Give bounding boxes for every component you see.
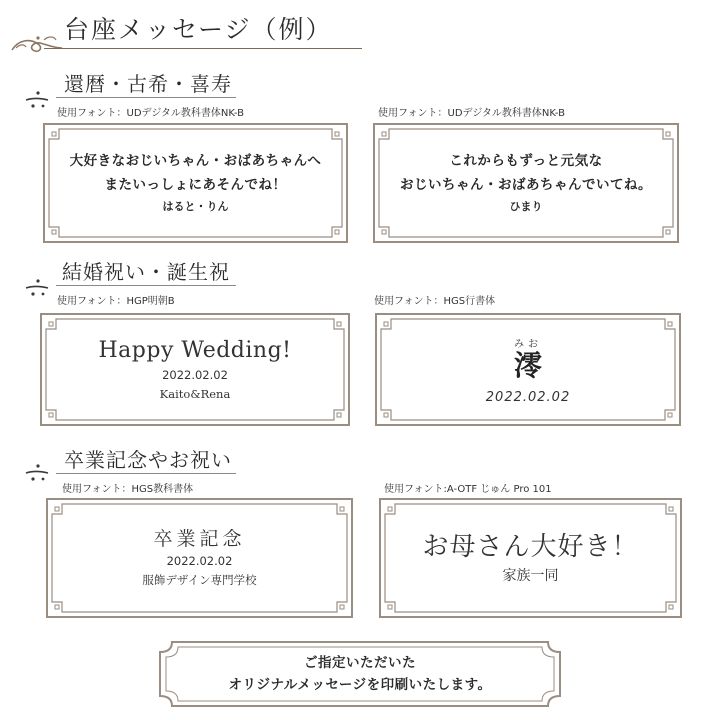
- signature: ひまり: [509, 200, 543, 213]
- signature: 家族一同: [502, 568, 559, 584]
- message-line: おじいちゃん・おばあちゃんでいてね。: [400, 177, 652, 193]
- date-text: 2022.02.02: [485, 389, 571, 405]
- message-line: これからもずっと元気な: [449, 153, 603, 169]
- font-label: 使用フォント:A-OTF じゅん Pro 101: [384, 484, 552, 495]
- section-underline: [56, 285, 236, 286]
- sparkle-icon: [22, 84, 52, 110]
- section-underline: [56, 473, 236, 474]
- font-label: 使用フォント：HGS教科書体: [62, 484, 194, 495]
- plaque-mother: [379, 498, 682, 618]
- plaque-graduation: [46, 498, 353, 618]
- date-text: 2022.02.02: [166, 554, 233, 568]
- names-text: Kaito&Rena: [159, 386, 231, 401]
- signature: はると・りん: [162, 200, 229, 213]
- font-label: 使用フォント：HGP明朝B: [57, 296, 175, 307]
- section-title-longevity: 還暦・古希・喜寿: [64, 72, 232, 96]
- banner-line: オリジナルメッセージを印刷いたします。: [228, 677, 492, 693]
- wedding-title: Happy Wedding!: [98, 337, 292, 363]
- plaque-birth: [375, 313, 681, 426]
- section-title-graduation: 卒業記念やお祝い: [64, 448, 232, 472]
- message-line: 大好きなおじいちゃん・おばあちゃんへ: [69, 153, 322, 169]
- font-label: 使用フォント：HGS行書体: [374, 296, 496, 307]
- title-underline: [44, 48, 362, 49]
- sparkle-icon: [22, 272, 52, 298]
- plaque-longevity-2: [373, 123, 679, 243]
- page-title: 台座メッセージ（例）: [64, 15, 333, 44]
- font-label: 使用フォント：UDデジタル教科書体NK-B: [57, 108, 245, 119]
- info-banner: [150, 636, 570, 712]
- section-underline: [56, 97, 236, 98]
- font-label: 使用フォント：UDデジタル教科書体NK-B: [378, 108, 566, 119]
- ornament-swirl-icon: [8, 28, 64, 56]
- graduation-title: 卒業記念: [153, 528, 246, 550]
- name-ruby: みお: [514, 338, 542, 350]
- message-line: またいっしょにあそんでね！: [104, 177, 287, 193]
- baby-name: 澪: [513, 348, 542, 382]
- sparkle-icon: [22, 457, 52, 483]
- date-text: 2022.02.02: [162, 367, 228, 382]
- message-line: お母さん大好き！: [422, 532, 639, 562]
- plaque-wedding: [40, 313, 350, 426]
- section-title-wedding-birth: 結婚祝い・誕生祝: [62, 260, 230, 284]
- plaque-longevity-1: [43, 123, 348, 243]
- school-name: 服飾デザイン専門学校: [142, 573, 257, 587]
- banner-line: ご指定いただいた: [304, 655, 416, 671]
